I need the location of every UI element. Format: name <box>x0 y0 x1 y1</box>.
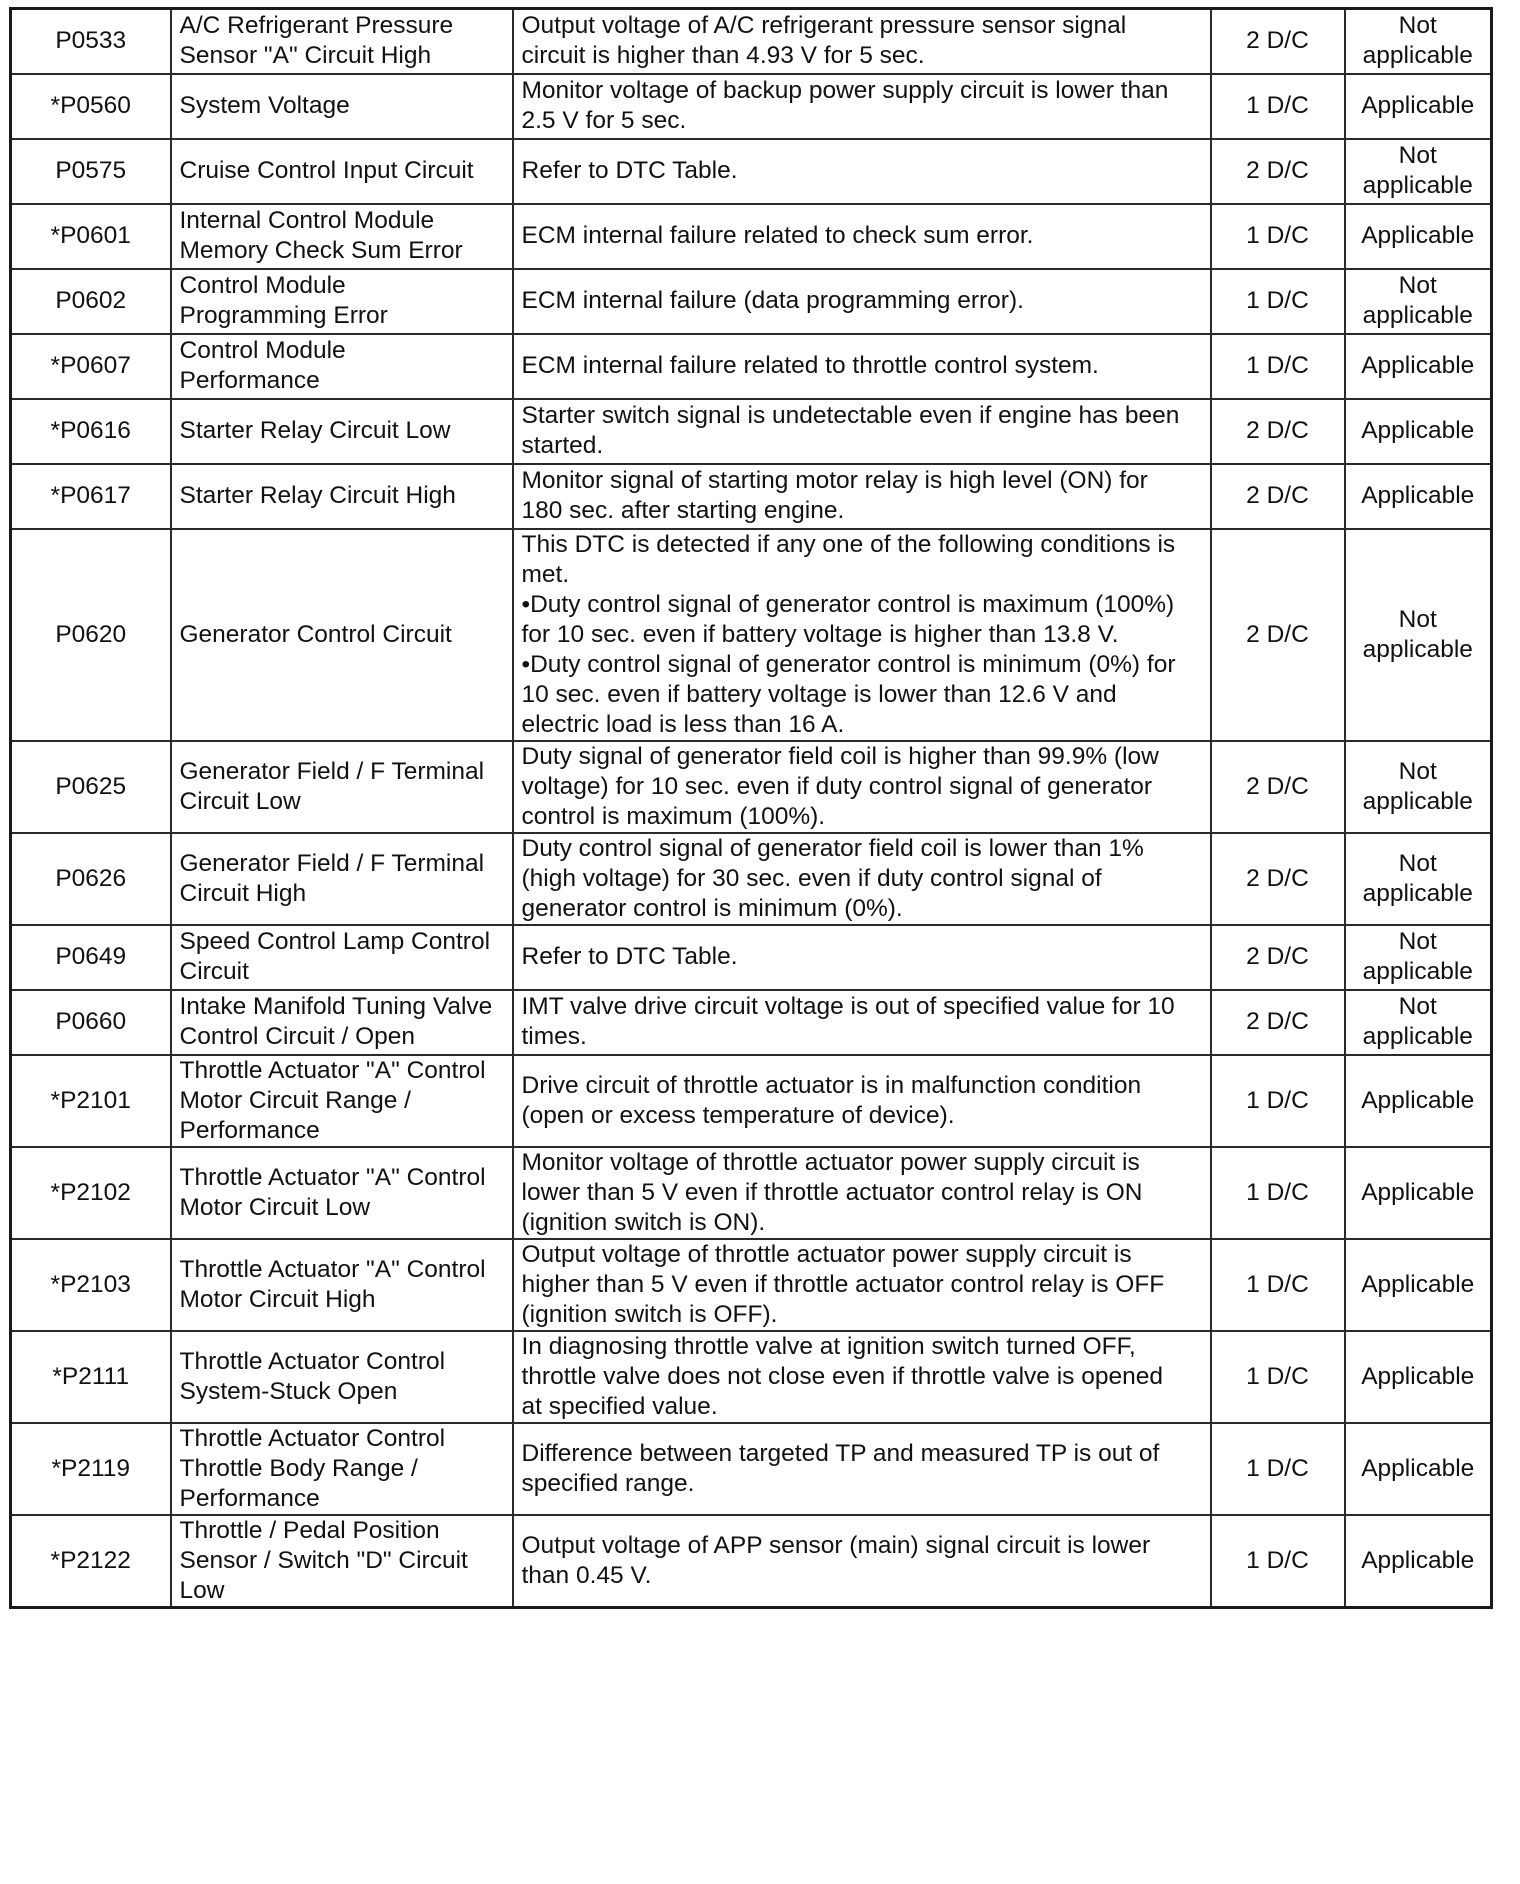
detecting-condition-line: Refer to DTC Table. <box>521 157 738 184</box>
detecting-condition <box>513 204 1211 269</box>
detecting-item-line: Internal Control Module <box>179 207 435 234</box>
detecting-condition <box>513 464 1211 529</box>
trip-type: 1 D/C <box>1211 1423 1345 1515</box>
mil-status-line: applicable <box>1362 172 1473 199</box>
detecting-item-line: System-Stuck Open <box>179 1377 398 1405</box>
trip-type: 1 D/C <box>1211 74 1345 139</box>
trip-type: 1 D/C <box>1211 334 1345 399</box>
detecting-condition-line: ECM internal failure related to check sum error. <box>521 222 1034 249</box>
table-row <box>11 741 1492 833</box>
detecting-condition-line: Output voltage of throttle actuator power supply circuit is <box>521 1240 1132 1268</box>
detecting-condition-line: lower than 5 V even if throttle actuator control relay is ON <box>521 1178 1143 1206</box>
mil-status-line: applicable <box>1362 1023 1473 1050</box>
detecting-item-line: Speed Control Lamp Control <box>179 928 491 955</box>
table-row <box>11 269 1492 334</box>
detecting-condition-line: generator control is minimum (0%). <box>521 894 903 922</box>
mil-status <box>1345 464 1492 529</box>
detecting-condition-line: This DTC is detected if any one of the following conditions is <box>521 530 1176 558</box>
detecting-item-line: A/C Refrigerant Pressure <box>179 12 454 40</box>
detecting-item-line: Performance <box>179 1484 320 1512</box>
detecting-condition-line: Output voltage of APP sensor (main) signal circuit is lower <box>521 1531 1151 1559</box>
detecting-item-line: Throttle Actuator Control <box>179 1347 446 1375</box>
dtc-code: *P2103 <box>11 1239 171 1331</box>
detecting-condition-line: Monitor signal of starting motor relay is high level (ON) for <box>521 467 1148 494</box>
trip-type: 1 D/C <box>1211 1055 1345 1147</box>
table-row <box>11 1147 1492 1239</box>
detecting-condition <box>513 9 1211 74</box>
trip-type: 2 D/C <box>1211 399 1345 464</box>
mil-status-line: applicable <box>1362 302 1473 329</box>
dtc-code: *P2122 <box>11 1515 171 1608</box>
trip-type: 2 D/C <box>1211 139 1345 204</box>
detecting-condition-line: (open or excess temperature of device). <box>521 1101 955 1129</box>
mil-status-line: Not <box>1398 272 1437 299</box>
mil-status-line: Applicable <box>1361 352 1475 379</box>
detecting-condition-line: Difference between targeted TP and measured TP is out of <box>521 1439 1160 1467</box>
detecting-condition-line: Duty signal of generator field coil is higher than 99.9% (low <box>521 742 1159 770</box>
detecting-condition <box>513 139 1211 204</box>
detecting-item-line: Throttle Body Range / <box>179 1454 418 1482</box>
detecting-condition-line: Monitor voltage of backup power supply circuit is lower than <box>521 77 1169 104</box>
detecting-condition-line: than 0.45 V. <box>521 1561 652 1589</box>
dtc-code: *P0607 <box>11 334 171 399</box>
mil-status <box>1345 1515 1492 1608</box>
detecting-item <box>171 334 513 399</box>
detecting-item <box>171 269 513 334</box>
table-row <box>11 1331 1492 1423</box>
trip-type: 2 D/C <box>1211 741 1345 833</box>
detecting-item-line: Cruise Control Input Circuit <box>179 157 474 184</box>
trip-type: 1 D/C <box>1211 204 1345 269</box>
mil-status-line: Not <box>1398 605 1437 633</box>
mil-status-line: Applicable <box>1361 1454 1475 1482</box>
detecting-item <box>171 990 513 1055</box>
detecting-item-line: Generator Field / F Terminal <box>179 757 485 785</box>
detecting-condition-line: 180 sec. after starting engine. <box>521 497 845 524</box>
mil-status <box>1345 741 1492 833</box>
table-row <box>11 464 1492 529</box>
mil-status <box>1345 399 1492 464</box>
mil-status-line: applicable <box>1362 42 1473 70</box>
dtc-code: *P0560 <box>11 74 171 139</box>
detecting-item-line: Starter Relay Circuit High <box>179 482 456 509</box>
mil-status-line: Applicable <box>1361 1086 1475 1114</box>
detecting-condition <box>513 334 1211 399</box>
dtc-code: P0660 <box>11 990 171 1055</box>
mil-status <box>1345 1331 1492 1423</box>
detecting-condition-line: voltage) for 10 sec. even if duty control signal of generator <box>521 772 1153 800</box>
detecting-condition <box>513 529 1211 741</box>
detecting-condition-line: •Duty control signal of generator control is minimum (0%) for <box>521 650 1176 678</box>
detecting-item-line: Programming Error <box>179 302 388 329</box>
detecting-item <box>171 1423 513 1515</box>
detecting-item-line: Throttle / Pedal Position <box>179 1516 440 1544</box>
dtc-table-body <box>11 9 1492 1608</box>
detecting-condition-line: started. <box>521 432 604 459</box>
detecting-condition <box>513 1147 1211 1239</box>
mil-status <box>1345 1239 1492 1331</box>
detecting-condition-line: at specified value. <box>521 1392 718 1420</box>
detecting-item-line: Throttle Actuator "A" Control <box>179 1163 486 1191</box>
detecting-condition-line: for 10 sec. even if battery voltage is higher than 13.8 V. <box>521 620 1119 648</box>
table-row <box>11 1515 1492 1608</box>
detecting-item <box>171 529 513 741</box>
detecting-condition-line: ECM internal failure related to throttle control system. <box>521 352 1099 379</box>
detecting-item-line: Performance <box>179 1116 320 1144</box>
detecting-condition-line: In diagnosing throttle valve at ignition switch turned OFF, <box>521 1332 1136 1360</box>
detecting-condition-line: Drive circuit of throttle actuator is in malfunction condition <box>521 1071 1142 1099</box>
mil-status-line: Not <box>1398 12 1437 40</box>
mil-status-line: applicable <box>1362 958 1473 985</box>
detecting-condition-line: higher than 5 V even if throttle actuator control relay is OFF <box>521 1270 1165 1298</box>
mil-status <box>1345 833 1492 925</box>
mil-status <box>1345 529 1492 741</box>
detecting-item <box>171 204 513 269</box>
dtc-code: P0602 <box>11 269 171 334</box>
dtc-table <box>9 7 1493 1609</box>
trip-type: 2 D/C <box>1211 925 1345 990</box>
mil-status <box>1345 1423 1492 1515</box>
mil-status-line: Not <box>1398 757 1437 785</box>
detecting-condition-line: 2.5 V for 5 sec. <box>521 107 687 134</box>
trip-type: 1 D/C <box>1211 1515 1345 1608</box>
dtc-code: *P0601 <box>11 204 171 269</box>
detecting-condition <box>513 399 1211 464</box>
mil-status-line: Not <box>1398 928 1437 955</box>
detecting-item-line: Throttle Actuator Control <box>179 1424 446 1452</box>
detecting-item-line: Throttle Actuator "A" Control <box>179 1255 486 1283</box>
mil-status-line: Applicable <box>1361 92 1475 119</box>
dtc-code: *P2101 <box>11 1055 171 1147</box>
detecting-item-line: Generator Control Circuit <box>179 620 452 648</box>
detecting-item <box>171 1147 513 1239</box>
mil-status-line: Not <box>1398 993 1437 1020</box>
trip-type: 2 D/C <box>1211 990 1345 1055</box>
detecting-condition-line: ECM internal failure (data programming error). <box>521 287 1024 314</box>
detecting-condition <box>513 925 1211 990</box>
trip-type: 1 D/C <box>1211 1239 1345 1331</box>
detecting-condition <box>513 1239 1211 1331</box>
table-row <box>11 74 1492 139</box>
detecting-condition <box>513 741 1211 833</box>
mil-status-line: applicable <box>1362 787 1473 815</box>
detecting-item <box>171 74 513 139</box>
dtc-code: P0626 <box>11 833 171 925</box>
dtc-code: P0533 <box>11 9 171 74</box>
detecting-item <box>171 399 513 464</box>
detecting-item-line: Control Module <box>179 272 346 299</box>
detecting-condition-line: (high voltage) for 30 sec. even if duty control signal of <box>521 864 1102 892</box>
detecting-condition-line: control is maximum (100%). <box>521 802 826 830</box>
table-row <box>11 139 1492 204</box>
dtc-code: *P2102 <box>11 1147 171 1239</box>
detecting-condition-line: met. <box>521 560 570 588</box>
detecting-condition <box>513 1423 1211 1515</box>
detecting-item-line: Circuit Low <box>179 787 301 815</box>
detecting-item-line: Control Circuit / Open <box>179 1023 416 1050</box>
trip-type: 2 D/C <box>1211 464 1345 529</box>
mil-status-line: Applicable <box>1361 1270 1475 1298</box>
table-row <box>11 399 1492 464</box>
trip-type: 2 D/C <box>1211 9 1345 74</box>
mil-status-line: Applicable <box>1361 1546 1475 1574</box>
table-row <box>11 1055 1492 1147</box>
dtc-code: *P2119 <box>11 1423 171 1515</box>
mil-status-line: Applicable <box>1361 417 1475 444</box>
mil-status-line: applicable <box>1362 635 1473 663</box>
mil-status <box>1345 204 1492 269</box>
table-row <box>11 334 1492 399</box>
detecting-condition-line: •Duty control signal of generator control is maximum (100%) <box>521 590 1175 618</box>
trip-type: 2 D/C <box>1211 529 1345 741</box>
detecting-condition-line: Refer to DTC Table. <box>521 943 738 970</box>
dtc-code: P0625 <box>11 741 171 833</box>
detecting-condition-line: Starter switch signal is undetectable even if engine has been <box>521 402 1180 429</box>
detecting-item-line: System Voltage <box>179 92 350 119</box>
detecting-item <box>171 741 513 833</box>
detecting-item-line: Sensor "A" Circuit High <box>179 42 432 70</box>
trip-type: 1 D/C <box>1211 1331 1345 1423</box>
table-row <box>11 529 1492 741</box>
detecting-condition <box>513 833 1211 925</box>
dtc-code: *P2111 <box>11 1331 171 1423</box>
detecting-item-line: Motor Circuit Low <box>179 1193 371 1221</box>
detecting-item-line: Low <box>179 1576 225 1604</box>
detecting-item <box>171 1055 513 1147</box>
mil-status <box>1345 990 1492 1055</box>
mil-status <box>1345 1055 1492 1147</box>
detecting-condition-line: IMT valve drive circuit voltage is out of specified value for 10 <box>521 993 1175 1020</box>
detecting-item-line: Generator Field / F Terminal <box>179 849 485 877</box>
detecting-item-line: Memory Check Sum Error <box>179 237 463 264</box>
dtc-code: *P0616 <box>11 399 171 464</box>
detecting-condition-line: circuit is higher than 4.93 V for 5 sec. <box>521 42 925 70</box>
dtc-code: P0575 <box>11 139 171 204</box>
detecting-item-line: Circuit <box>179 958 249 985</box>
mil-status-line: Applicable <box>1361 222 1475 249</box>
detecting-item-line: Circuit High <box>179 879 307 907</box>
mil-status-line: Applicable <box>1361 1178 1475 1206</box>
mil-status <box>1345 139 1492 204</box>
detecting-condition <box>513 1331 1211 1423</box>
detecting-item <box>171 925 513 990</box>
detecting-condition-line: (ignition switch is ON). <box>521 1208 766 1236</box>
detecting-condition-line: times. <box>521 1023 587 1050</box>
detecting-item <box>171 9 513 74</box>
detecting-condition-line: Monitor voltage of throttle actuator power supply circuit is <box>521 1148 1140 1176</box>
detecting-item-line: Sensor / Switch "D" Circuit <box>179 1546 468 1574</box>
detecting-condition-line: (ignition switch is OFF). <box>521 1300 778 1328</box>
detecting-condition <box>513 990 1211 1055</box>
detecting-condition-line: throttle valve does not close even if throttle valve is opened <box>521 1362 1163 1390</box>
table-row <box>11 9 1492 74</box>
detecting-item <box>171 464 513 529</box>
mil-status <box>1345 925 1492 990</box>
table-row <box>11 833 1492 925</box>
detecting-condition-line: electric load is less than 16 A. <box>521 710 845 738</box>
table-row <box>11 1423 1492 1515</box>
detecting-condition-line: 10 sec. even if battery voltage is lower than 12.6 V and <box>521 680 1117 708</box>
table-row <box>11 925 1492 990</box>
mil-status-line: applicable <box>1362 879 1473 907</box>
detecting-condition <box>513 74 1211 139</box>
mil-status <box>1345 9 1492 74</box>
dtc-code: P0620 <box>11 529 171 741</box>
detecting-condition <box>513 1515 1211 1608</box>
dtc-code: P0649 <box>11 925 171 990</box>
detecting-item-line: Starter Relay Circuit Low <box>179 417 451 444</box>
mil-status <box>1345 334 1492 399</box>
table-row <box>11 204 1492 269</box>
mil-status <box>1345 1147 1492 1239</box>
detecting-item-line: Intake Manifold Tuning Valve <box>179 993 493 1020</box>
detecting-item <box>171 139 513 204</box>
detecting-item-line: Performance <box>179 367 320 394</box>
detecting-condition-line: Output voltage of A/C refrigerant pressure sensor signal <box>521 12 1127 40</box>
detecting-item-line: Throttle Actuator "A" Control <box>179 1056 486 1084</box>
detecting-item <box>171 833 513 925</box>
detecting-condition <box>513 269 1211 334</box>
mil-status-line: Applicable <box>1361 1362 1475 1390</box>
detecting-item <box>171 1331 513 1423</box>
detecting-item <box>171 1239 513 1331</box>
detecting-item-line: Control Module <box>179 337 346 364</box>
trip-type: 1 D/C <box>1211 1147 1345 1239</box>
mil-status-line: Not <box>1398 142 1437 169</box>
detecting-condition-line: Duty control signal of generator field coil is lower than 1% <box>521 834 1144 862</box>
mil-status-line: Not <box>1398 849 1437 877</box>
dtc-code: *P0617 <box>11 464 171 529</box>
table-row <box>11 1239 1492 1331</box>
detecting-item <box>171 1515 513 1608</box>
mil-status <box>1345 74 1492 139</box>
detecting-item-line: Motor Circuit Range / <box>179 1086 411 1114</box>
mil-status-line: Applicable <box>1361 482 1475 509</box>
detecting-condition <box>513 1055 1211 1147</box>
mil-status <box>1345 269 1492 334</box>
trip-type: 1 D/C <box>1211 269 1345 334</box>
table-row <box>11 990 1492 1055</box>
detecting-condition-line: specified range. <box>521 1469 695 1497</box>
detecting-item-line: Motor Circuit High <box>179 1285 376 1313</box>
trip-type: 2 D/C <box>1211 833 1345 925</box>
